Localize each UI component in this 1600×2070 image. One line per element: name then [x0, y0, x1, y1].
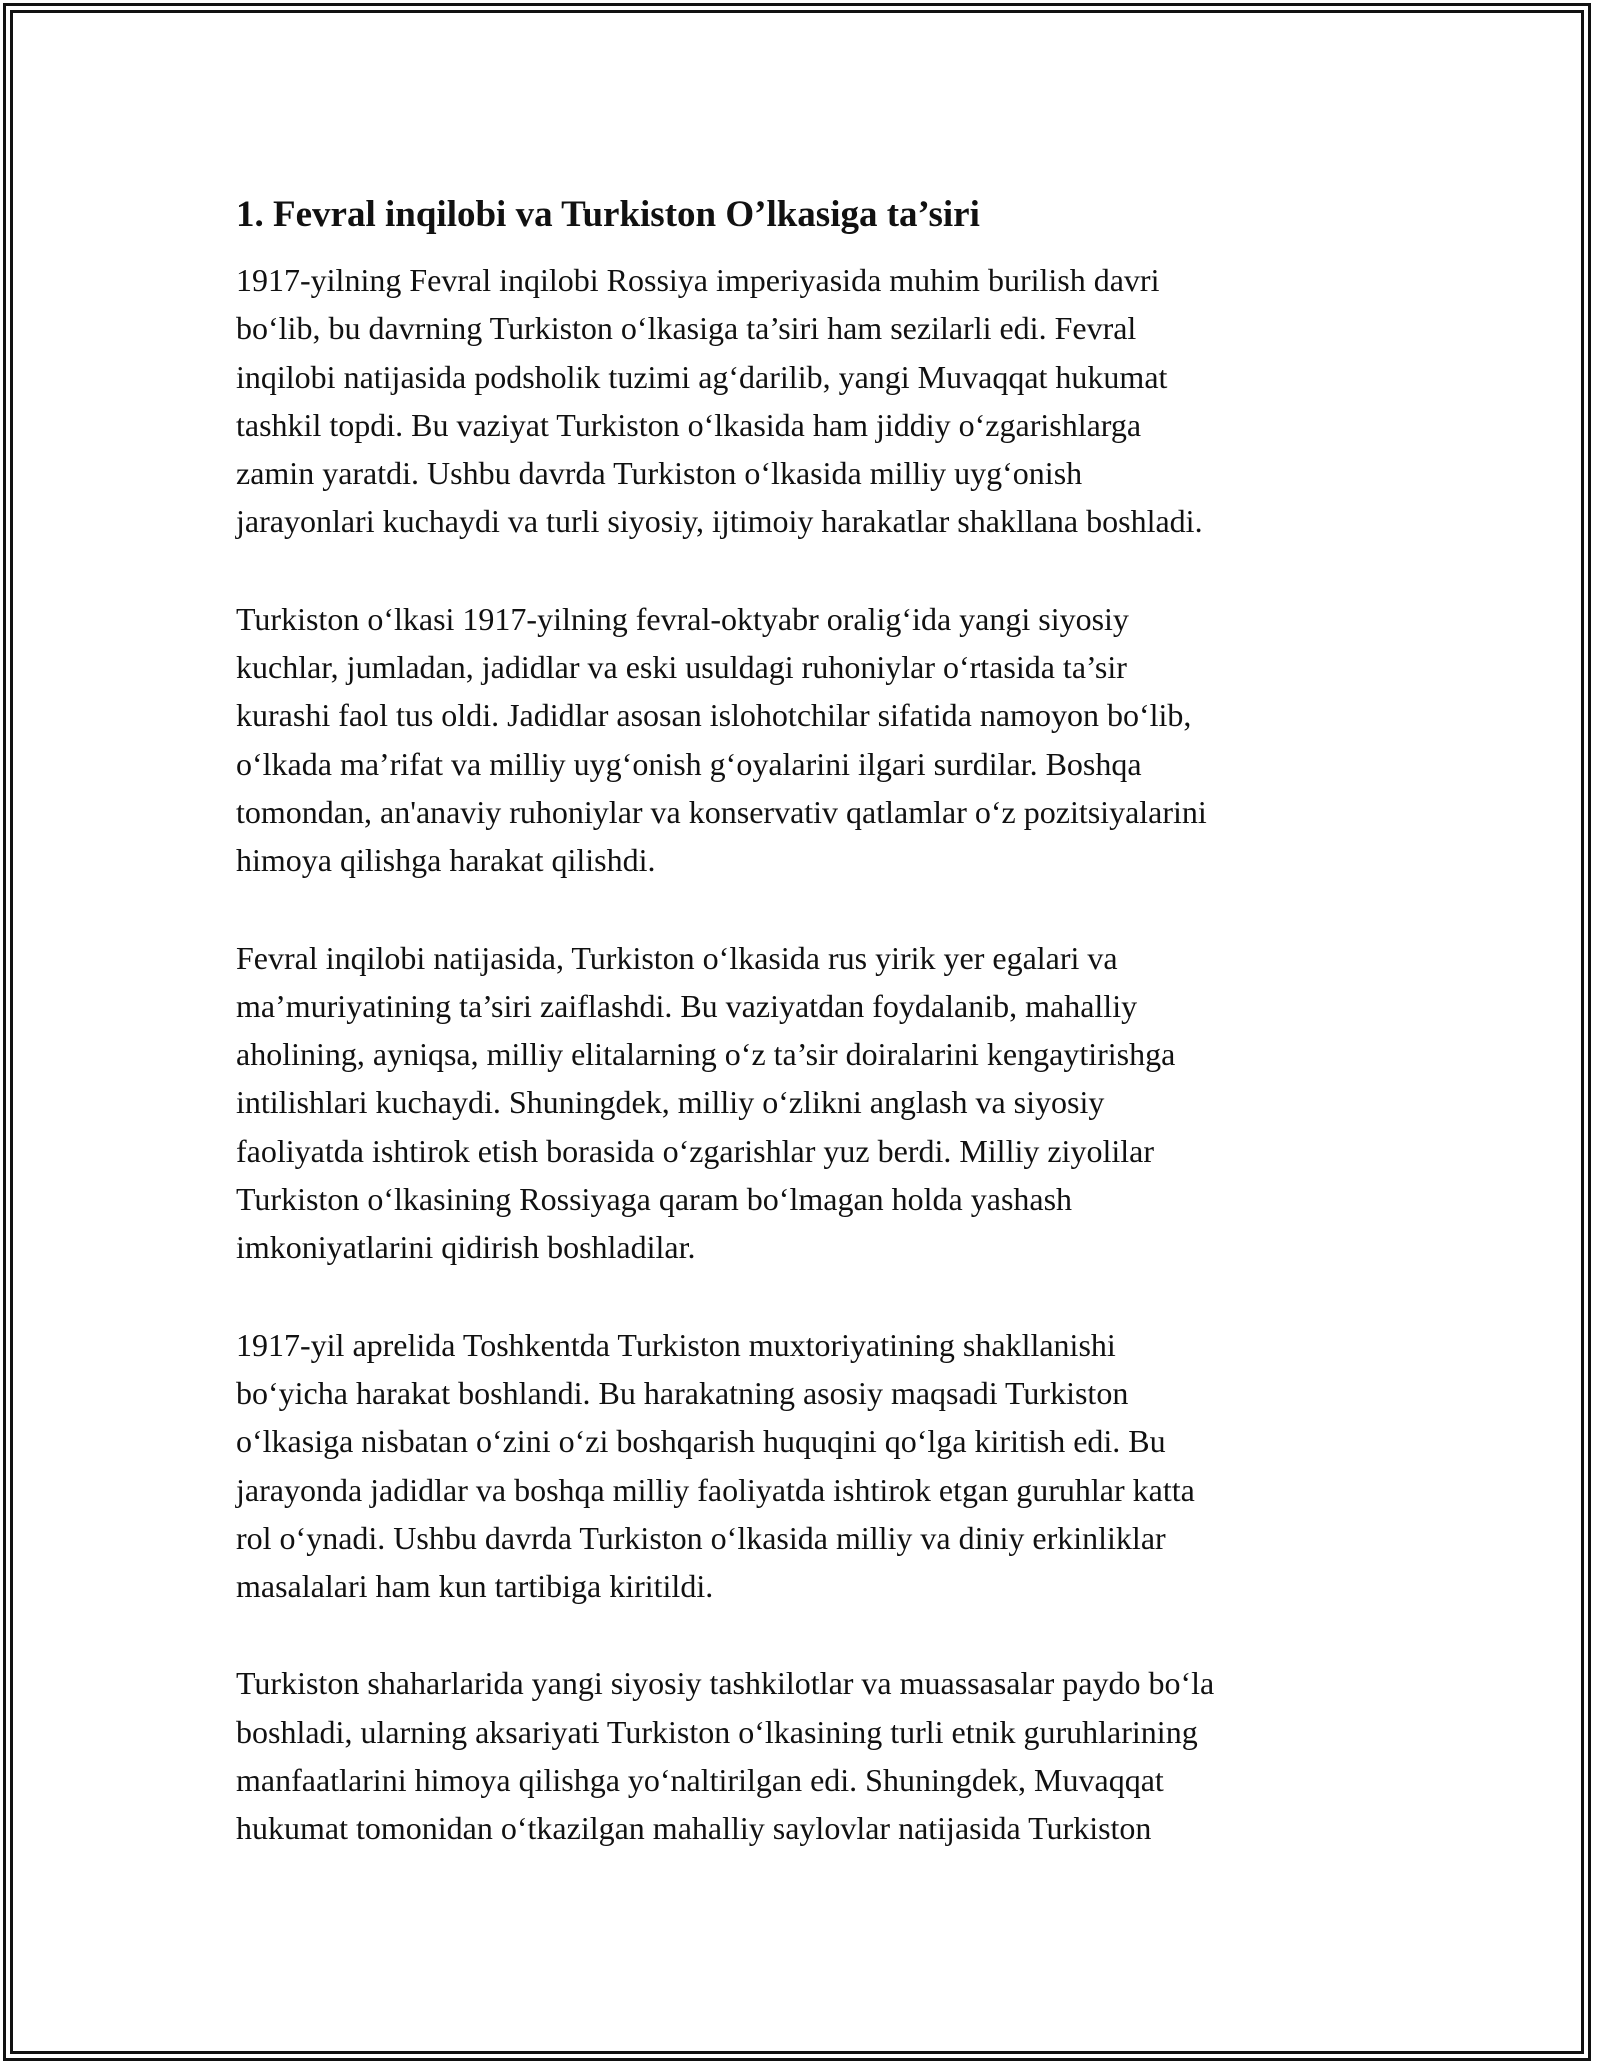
text-line: tashkil topdi. Bu vaziyat Turkiston o‘lkasida ham jiddiy o‘zgarishlarga [236, 406, 1142, 443]
text-line: tomondan, an'anaviy ruhoniylar va konservativ qatlamlar o‘z pozitsiyalarini [236, 793, 1207, 830]
text-line: 1917-yil aprelida Toshkentda Turkiston muxtoriyatining shakllanishi [236, 1326, 1116, 1363]
text-line: manfaatlarini himoya qilishga yo‘naltirilgan edi. Shuningdek, Muvaqqat [236, 1762, 1164, 1799]
paragraph-2 [236, 595, 1366, 885]
text-line: intilishlari kuchaydi. Shuningdek, milliy o‘zlikni anglash va siyosiy [236, 1084, 1105, 1121]
paragraph-5 [236, 1659, 1366, 1852]
text-line: aholining, ayniqsa, milliy elitalarning o‘z ta’sir doiralarini kengaytirishga [236, 1036, 1176, 1073]
text-line: imkoniyatlarini qidirish boshladilar. [236, 1229, 696, 1266]
paragraph-1 [236, 256, 1366, 546]
paragraph-4 [236, 1321, 1366, 1611]
text-line: o‘lkasiga nisbatan o‘zini o‘zi boshqarish huquqini qo‘lga kiritish edi. Bu [236, 1423, 1166, 1460]
text-line: Turkiston o‘lkasi 1917-yilning fevral-oktyabr oralig‘ida yangi siyosiy [236, 600, 1129, 637]
text-line: kurashi faol tus oldi. Jadidlar asosan islohotchilar sifatida namoyon bo‘lib, [236, 697, 1192, 734]
text-line: jarayonda jadidlar va boshqa milliy faoliyatda ishtirok etgan guruhlar katta [236, 1471, 1195, 1508]
text-line: bo‘lib, bu davrning Turkiston o‘lkasiga ta’siri ham sezilarli edi. Fevral [236, 310, 1137, 347]
text-line: o‘lkada ma’rifat va milliy uyg‘onish g‘oyalarini ilgari surdilar. Boshqa [236, 745, 1142, 782]
document-body [236, 190, 1366, 1902]
text-line: zamin yaratdi. Ushbu davrda Turkiston o‘lkasida milliy uyg‘onish [236, 455, 1083, 492]
section-heading: 1. Fevral inqilobi va Turkiston O’lkasiga ta’siri [236, 194, 980, 235]
text-line: inqilobi natijasida podsholik tuzimi ag‘darilib, yangi Muvaqqat hukumat [236, 358, 1168, 395]
text-line: rol o‘ynadi. Ushbu davrda Turkiston o‘lkasida milliy va diniy erkinliklar [236, 1519, 1166, 1556]
text-line: 1917-yilning Fevral inqilobi Rossiya imperiyasida muhim burilish davri [236, 262, 1160, 298]
text-line: jarayonlari kuchaydi va turli siyosiy, ijtimoiy harakatlar shakllana boshladi. [236, 503, 1203, 540]
text-line: boshladi, ularning aksariyati Turkiston o‘lkasining turli etnik guruhlarining [236, 1713, 1198, 1750]
text-line: himoya qilishga harakat qilishdi. [236, 842, 656, 879]
text-line: ma’muriyatining ta’siri zaiflashdi. Bu vaziyatdan foydalanib, mahalliy [236, 987, 1138, 1024]
text-line: bo‘yicha harakat boshlandi. Bu harakatning asosiy maqsadi Turkiston [236, 1374, 1129, 1411]
text-line: Turkiston shaharlarida yangi siyosiy tashkilotlar va muassasalar paydo bo‘la [236, 1665, 1215, 1702]
text-line: Turkiston o‘lkasining Rossiyaga qaram bo‘lmagan holda yashash [236, 1181, 1073, 1218]
text-line: masalalari ham kun tartibiga kiritildi. [236, 1568, 714, 1605]
text-line: Fevral inqilobi natijasida, Turkiston o‘lkasida rus yirik yer egalari va [236, 939, 1118, 976]
paragraph-3 [236, 934, 1366, 1272]
text-line: kuchlar, jumladan, jadidlar va eski usuldagi ruhoniylar o‘rtasida ta’sir [236, 649, 1127, 686]
text-line: hukumat tomonidan o‘tkazilgan mahalliy saylovlar natijasida Turkiston [236, 1810, 1152, 1847]
text-line: faoliyatda ishtirok etish borasida o‘zgarishlar yuz berdi. Milliy ziyolilar [236, 1132, 1154, 1169]
